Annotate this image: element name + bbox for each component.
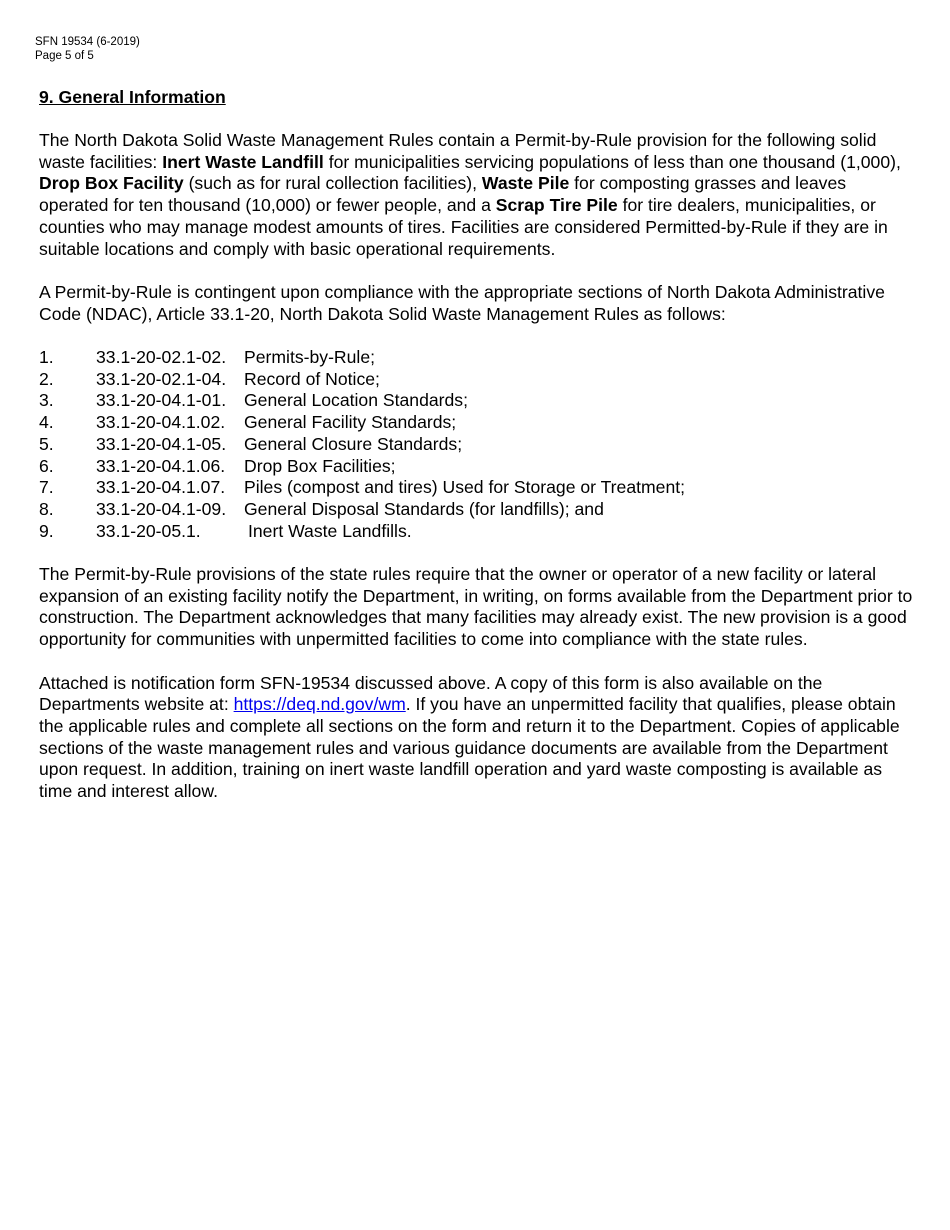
provisions-paragraph: The Permit-by-Rule provisions of the state rules require that the owner or operator of a new facility or lateral expansion of an existing facility notify the Department, in writing, on forms available from the Department prior to construction. The Department acknowledges that many facilities may already exist. The new provision is a good opportunity for communities with unpermitted facilities to come into compliance with the state rules. [39,564,913,650]
list-number: 5. [39,433,54,454]
rule-name: Drop Box Facilities; [244,455,396,476]
rule-code: 33.1-20-04.1-01. [96,390,227,411]
rule-code: 33.1-20-04.1-09. [96,498,227,519]
rule-name: General Location Standards; [244,390,468,411]
inert-waste-landfill-term: Inert Waste Landfill [162,151,324,172]
intro-text-2: for municipalities servicing populations of less than one thousand (1,000), [323,151,901,172]
intro-text-3: (such as for rural collection facilities), [183,173,482,194]
rule-name: Permits-by-Rule; [244,347,375,367]
list-number: 3. [39,390,54,411]
intro-text-5: for tire dealers, municipalities, or counties who may manage modest amounts of tires. Facilities are considered Permitted-by-Rule if they are in suitable locations and comply with basic operational requirements. [39,195,888,259]
rule-code: 33.1-20-04.1.02. [96,412,226,433]
form-number: SFN 19534 (6-2019) [35,36,140,48]
rules-list [39,347,919,542]
drop-box-facility-term: Drop Box Facility [39,173,184,194]
list-number: 4. [39,412,54,433]
rule-code: 33.1-20-02.1-04. [96,368,227,389]
rule-code: 33.1-20-04.1-05. [96,433,227,454]
list-number: 7. [39,477,54,498]
rule-name: Record of Notice; [244,368,380,389]
rule-name: Inert Waste Landfills. [248,520,412,541]
intro-text-1: The North Dakota Solid Waste Management Rules contain a Permit-by-Rule provision for the following solid waste facilities: [39,130,877,172]
intro-paragraph [39,130,919,260]
intro-text-4: for composting grasses and leaves operated for ten thousand (10,000) or fewer people, and a [39,173,847,216]
list-item [39,499,919,521]
rule-code: 33.1-20-05.1. [96,520,201,541]
rule-code: 33.1-20-04.1.06. [96,455,226,476]
list-item [39,521,919,543]
rule-name: Piles (compost and tires) Used for Storage or Treatment; [244,477,686,498]
contingent-paragraph: A Permit-by-Rule is contingent upon compliance with the appropriate sections of North Dakota Administrative Code (NDAC), Article 33.1-20, North Dakota Solid Waste Management Rules as follows: [39,281,885,324]
form-identifier [35,35,140,63]
rule-code: 33.1-20-04.1.07. [96,477,226,498]
list-item [39,347,919,369]
list-number: 2. [39,368,54,389]
attached-form-paragraph [39,673,919,803]
list-item [39,369,919,391]
waste-pile-term: Waste Pile [481,173,570,194]
scrap-tire-pile-term: Scrap Tire Pile [495,195,618,216]
list-number: 8. [39,498,54,519]
list-item [39,390,919,412]
section-heading: 9. General Information [39,87,226,107]
rule-code: 33.1-20-02.1-02. [96,347,227,367]
rule-name: General Disposal Standards (for landfills); and [244,498,604,519]
list-item [39,456,919,478]
attached-text-before-link: Attached is notification form SFN-19534 discussed above. A copy of this form is also available on the Departments website at: [39,672,823,715]
list-number: 1. [39,347,54,367]
rule-name: General Facility Standards; [244,412,457,433]
attached-text-after-link: . If you have an unpermitted facility that qualifies, please obtain the applicable rules and complete all sections on the form and return it to the Department. Copies of applicable sections of the waste management rules and various guidance documents are available from the Department upon request. In addition, training on inert waste landfill operation and yard waste composting is available as time and interest allow. [39,694,900,802]
department-website-link[interactable]: https://deq.nd.gov/wm [233,694,406,715]
list-item [39,412,919,434]
list-number: 9. [39,520,54,541]
page-indicator: Page 5 of 5 [35,50,94,62]
list-item [39,477,919,499]
list-number: 6. [39,455,54,476]
list-item [39,434,919,456]
rule-name: General Closure Standards; [244,433,463,454]
main-content [39,86,919,824]
